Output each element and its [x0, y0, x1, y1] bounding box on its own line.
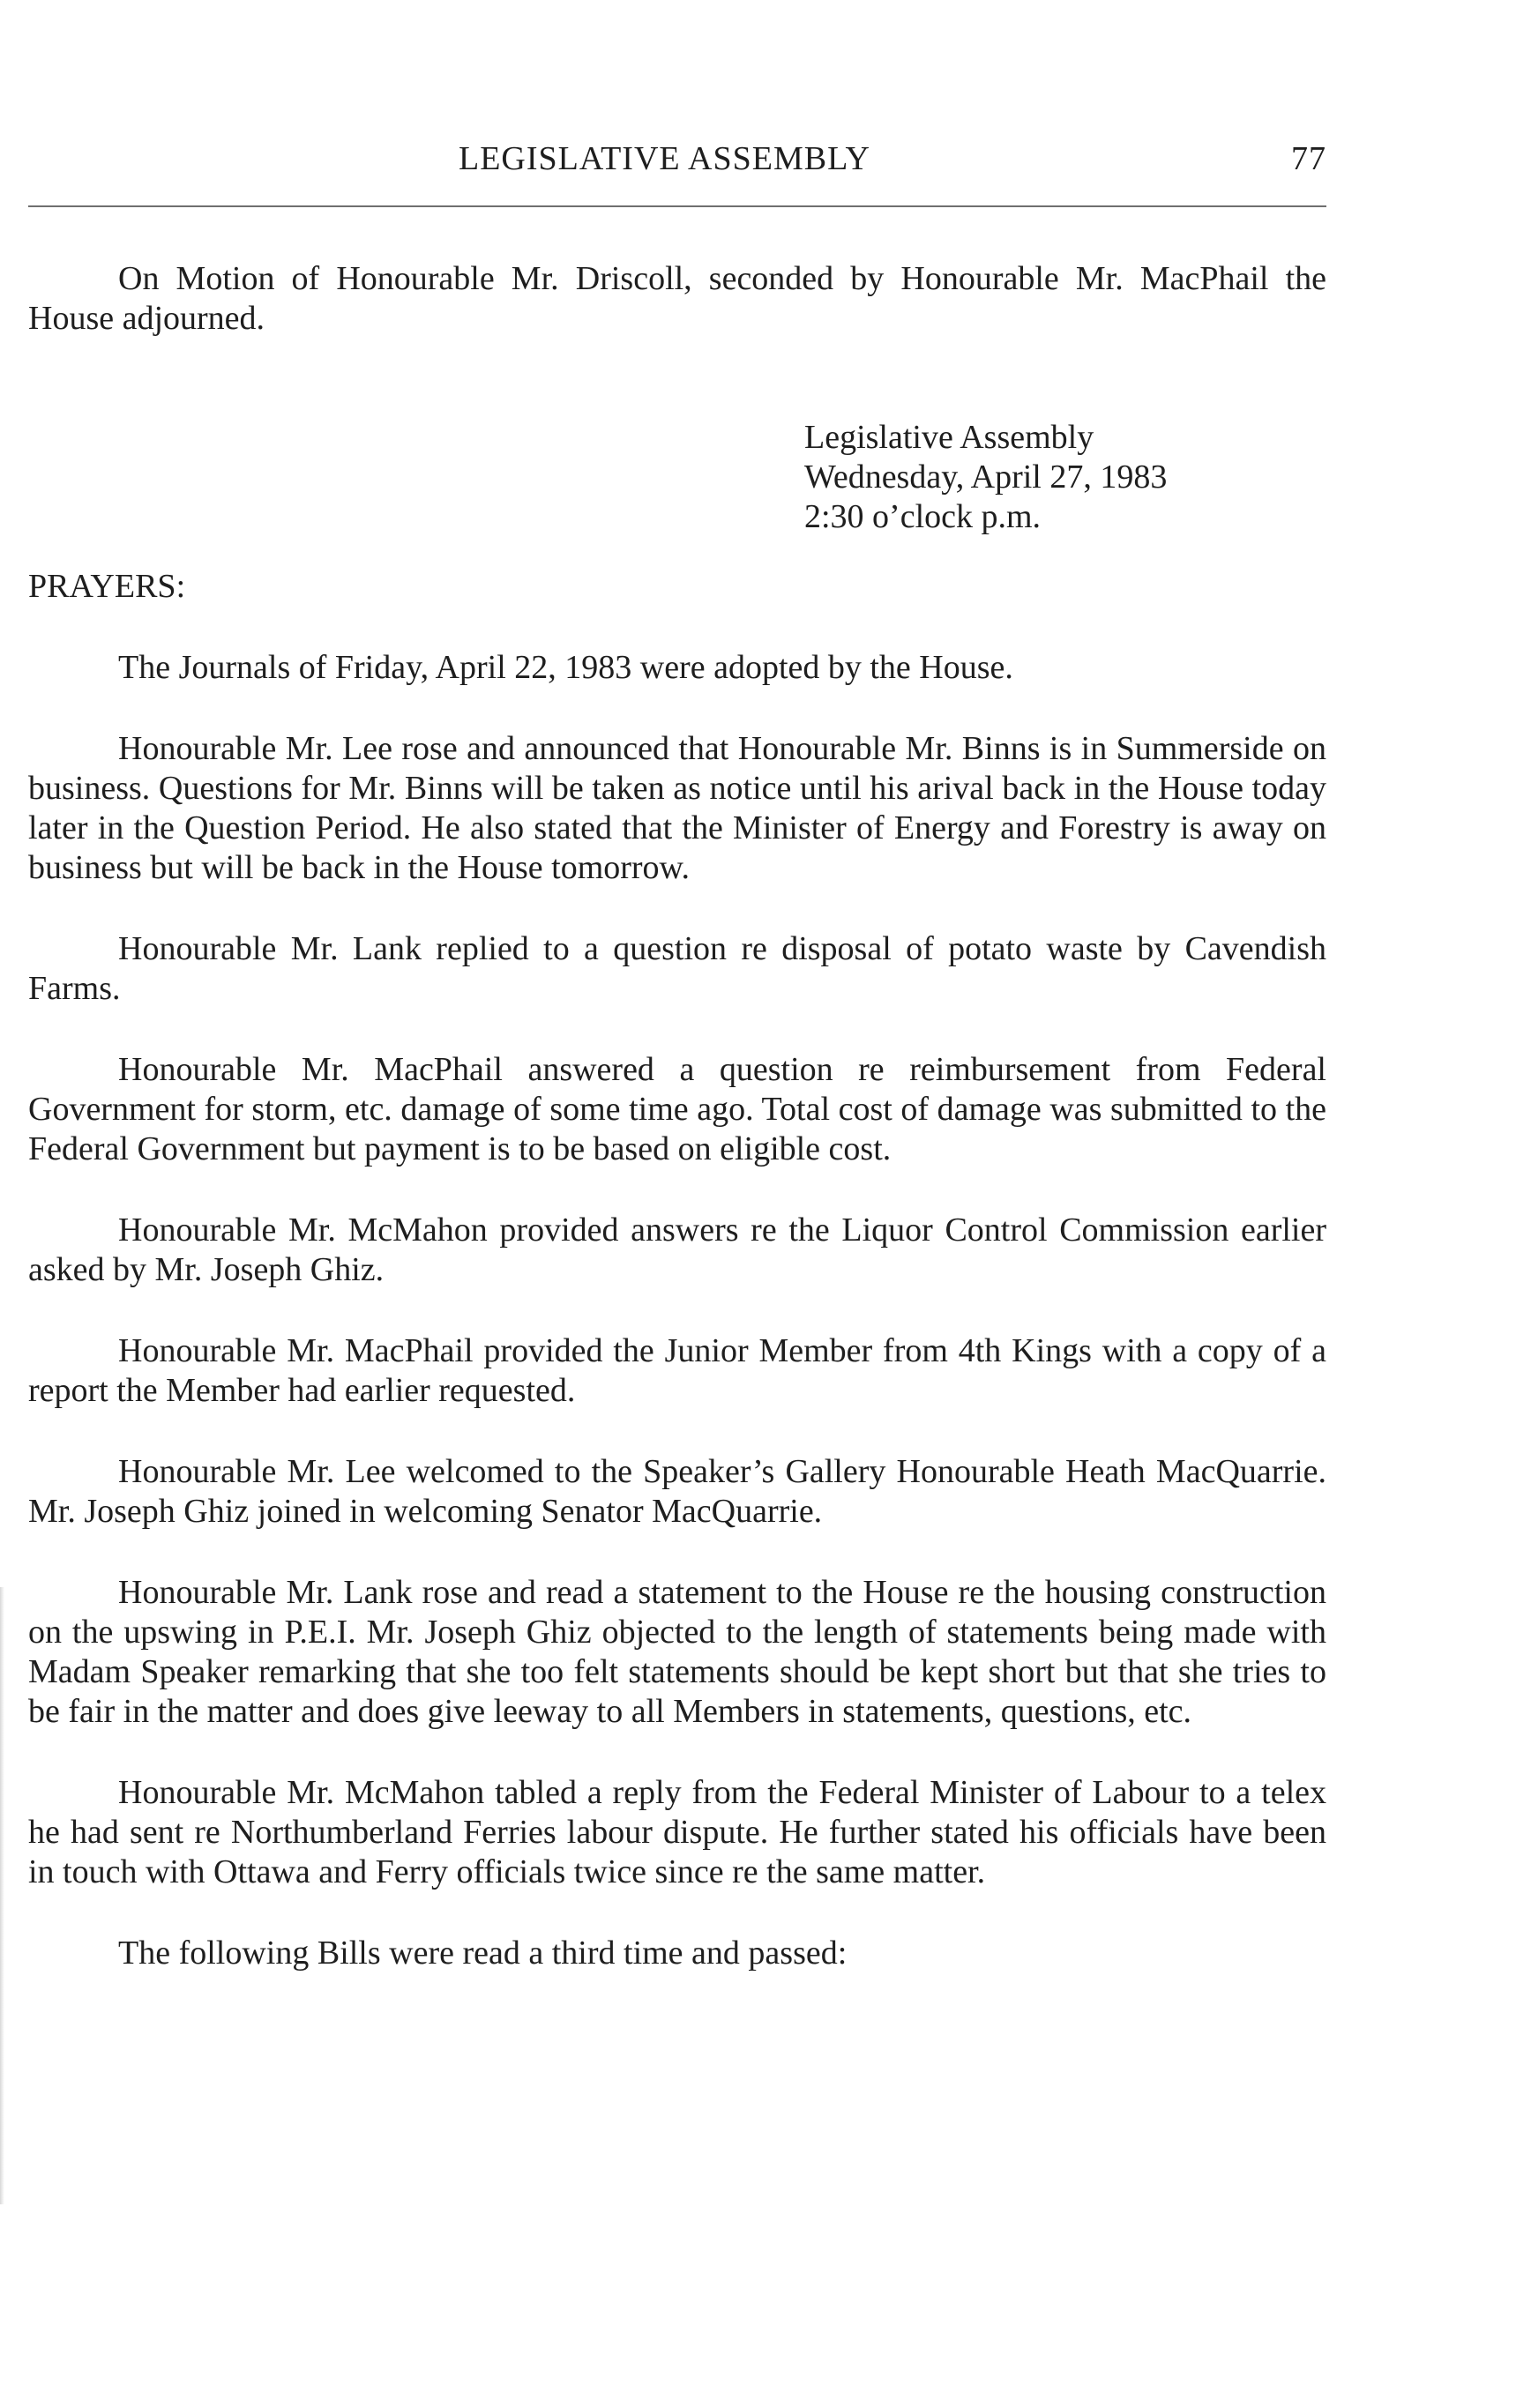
dateline-date: Wednesday, April 27, 1983: [804, 458, 1168, 496]
prayers-heading: PRAYERS:: [28, 568, 186, 605]
dateline-assembly: Legislative Assembly: [804, 419, 1094, 456]
lank-housing-paragraph: Honourable Mr. Lank rose and read a statement to the House re the housing construction on the upswing in P.E.I. Mr. Joseph Ghiz objected to the length of statements being made with Madam Speaker remarking that she too felt statements should be kept short but that she tries to be fair in the matter and does give leeway to all Members in statements, questions, etc.: [28, 1574, 1326, 1730]
dateline-time: 2:30 o’clock p.m.: [804, 498, 1042, 535]
page-number: 77: [1291, 140, 1326, 177]
lee-announcement-paragraph: Honourable Mr. Lee rose and announced that Honourable Mr. Binns is in Summerside on business. Questions for Mr. Binns will be taken as notice until his arival back in the House today later in the Question Period. He also stated that the Minister of Energy and Forestry is away on business but will be back in the House tomorrow.: [28, 730, 1326, 886]
sitting-dateline: [804, 418, 1326, 537]
scan-edge-shadow: [0, 1587, 4, 2204]
bills-passed-paragraph: The following Bills were read a third time and passed:: [118, 1935, 848, 1972]
running-header: [28, 139, 1326, 183]
lee-welcome-paragraph: Honourable Mr. Lee welcomed to the Speaker’s Gallery Honourable Heath MacQuarrie. Mr. Joseph Ghiz joined in welcoming Senator MacQuarrie.: [28, 1453, 1326, 1530]
journal-body: [28, 259, 1326, 2015]
header-divider: [28, 205, 1326, 207]
mcmahon-liquor-paragraph: Honourable Mr. McMahon provided answers re the Liquor Control Commission earlier asked by Mr. Joseph Ghiz.: [28, 1211, 1326, 1288]
journals-adopted-paragraph: The Journals of Friday, April 22, 1983 were adopted by the House.: [118, 649, 1013, 686]
macphail-reimbursement-paragraph: Honourable Mr. MacPhail answered a question re reimbursement from Federal Government for storm, etc. damage of some time ago. Total cost of damage was submitted to the Federal Government but payment is to be based on eligible cost.: [28, 1051, 1326, 1167]
adjournment-paragraph: On Motion of Honourable Mr. Driscoll, seconded by Honourable Mr. MacPhail the House adjourned.: [28, 260, 1326, 337]
macphail-report-paragraph: Honourable Mr. MacPhail provided the Junior Member from 4th Kings with a copy of a report the Member had earlier requested.: [28, 1332, 1326, 1409]
mcmahon-ferries-paragraph: Honourable Mr. McMahon tabled a reply from the Federal Minister of Labour to a telex he had sent re Northumberland Ferries labour dispute. He further stated his officials have been in touch with Ottawa and Ferry officials twice since re the same matter.: [28, 1774, 1326, 1890]
header-title: LEGISLATIVE ASSEMBLY: [459, 140, 870, 177]
lank-potato-waste-paragraph: Honourable Mr. Lank replied to a question re disposal of potato waste by Cavendish Farms.: [28, 930, 1326, 1007]
